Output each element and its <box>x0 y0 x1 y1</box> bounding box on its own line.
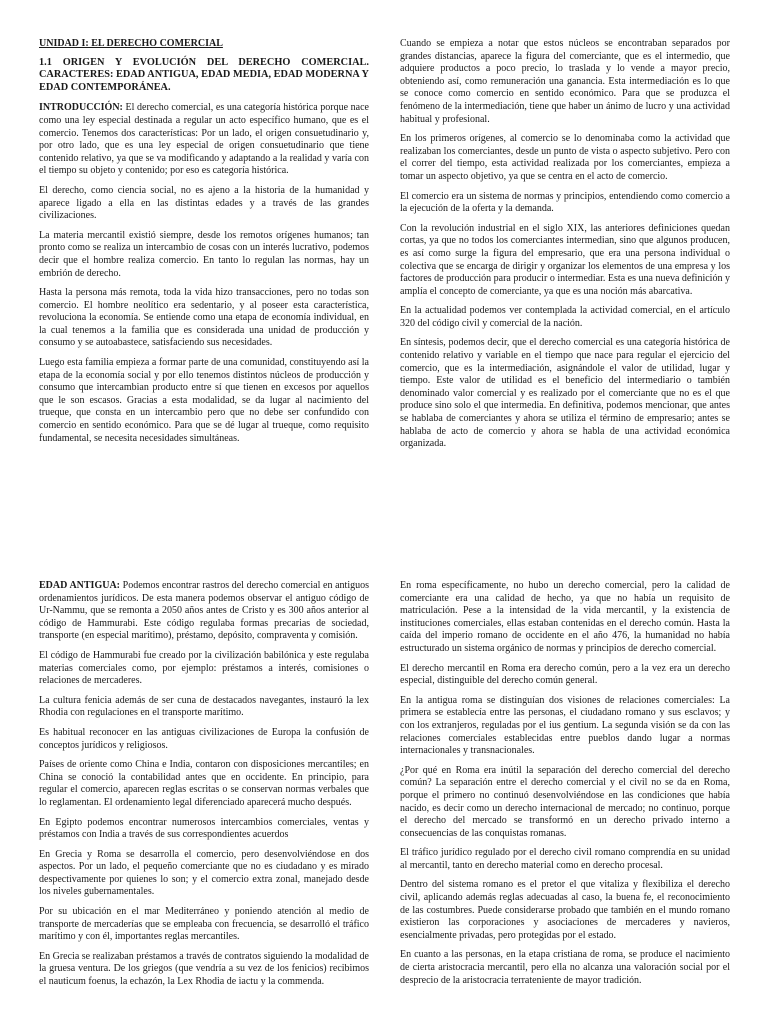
paragraph: El tráfico jurídico regulado por el derecho civil romano comprendía en su unidad al mercantil, tanto en derecho material como en derecho procesal. <box>400 847 730 871</box>
paragraph: En roma específicamente, no hubo un derecho comercial, pero la calidad de comerciante era una calidad de hecho, ya que no había un requisito de matriculación. Pese a la intensidad de la vida mercantil, y la existencia de instituciones comerciales, ellas estaban contenidas en el derecho común. Hasta la caída del imperio romano de occidente en el año 476, la humanidad no había estructurado un sistema orgánico de normas y principios de derecho comercial. <box>400 580 730 654</box>
paragraph: Es habitual reconocer en las antiguas civilizaciones de Europa la confusión de conceptos jurídicos y religiosos. <box>39 726 369 751</box>
paragraph: Por su ubicación en el mar Mediterráneo y poniendo atención al medio de transporte de mercaderías que se empleaba con frecuencia, se desarrolló el tráfico marítimo y con él, importantes reglas mercantiles. <box>39 906 369 943</box>
paragraph: El comercio era un sistema de normas y principios, entendiendo como comercio a la ejecución de la oferta y la demanda. <box>400 190 730 215</box>
document-page-2 <box>0 512 768 1024</box>
intro-lead: INTRODUCCIÓN: <box>39 102 123 114</box>
paragraph: En cuanto a las personas, en la etapa cristiana de roma, se produce el nacimiento de cierta aristocracia mercantil, pero ella no alcanza una valoración social por el desprecio de la aristocracia terrateniente de mayor tradición. <box>400 949 730 986</box>
edad-antigua-lead: EDAD ANTIGUA: <box>39 580 121 591</box>
paragraph: En Egipto podemos encontrar numerosos intercambios comerciales, ventas y préstamos con India a través de sus correspondientes acuerdos <box>39 816 369 841</box>
paragraph: En Grecia y Roma se desarrolla el comercio, pero desenvolviéndose en dos aspectos. Por un lado, el pequeño comerciante que no es ciudadano y es mirado despectivamente por quienes lo son; y el comercio extra zonal, manejado desde los niveles gubernamentales. <box>39 848 369 898</box>
paragraph: El derecho mercantil en Roma era derecho común, pero a la vez era un derecho especial, distinguible del derecho común general. <box>400 662 730 687</box>
paragraph: En la actualidad podemos ver contemplada la actividad comercial, en el artículo 320 del código civil y comercial de la nación. <box>400 305 730 329</box>
paragraph: En Grecia se realizaban préstamos a través de contratos siguiendo la modalidad de la gruesa ventura. De los griegos (que vendría a su vez de los fenicios) recibimos el nauticum foenus, la echazón, la Lex Rhodia de iactu y la commenda. <box>39 950 369 988</box>
paragraph: Cuando se empieza a notar que estos núcleos se encontraban separados por grandes distancias, aparece la figura del comerciante, que es el intermedio, que adquiere productos a poco precio, lo traslada y lo vende a mayor precio, obteniendo así, como remuneración una ganancia. Esta intermediación es lo que se conoce como comercio en sentido económico. Para que se produzca el fenómeno de la intermediación, tiene que haber un ánimo de lucro y una actividad habitual y profesional. <box>400 38 730 125</box>
paragraph: Hasta la persona más remota, toda la vida hizo transacciones, pero no todas son comercio. El hombre neolítico era sedentario, y al poseer esta característica, revoluciona la economía. Se entiende como una etapa de economía individual, en la cual tenemos a la familia que es considerada una unidad de producción y consumo y se autoabastece, satisfaciendo sus necesidades. <box>39 287 369 349</box>
paragraph: Luego esta familia empieza a formar parte de una comunidad, constituyendo así la etapa de la economía social y por ello tenemos distintos núcleos de producción y consumo que intercambian producto entre sí que tienen en excesos por aquellos que le son escasos. Gracias a esta modalidad, se da lugar al nacimiento del trueque, que consta en un intercambio pero que no debe ser confundido con comercio en sentido económico. Para que se dé lugar al trueque, como requisito fundamental, se necesita necesidades simultáneas. <box>39 357 369 444</box>
paragraph: El derecho, como ciencia social, no es ajeno a la historia de la humanidad y aparece ligado a ella en las distintas edades y a través de las grandes civilizaciones. <box>39 184 369 222</box>
page2-left-column <box>39 580 369 996</box>
paragraph: En síntesis, podemos decir, que el derecho comercial es una categoría histórica de contenido relativo y variable en el tiempo que nace para regular el ejercicio del comercio, que es la intermediación, asignándole el valor de utilidad, lugar y tiempo. Este valor de utilidad es el beneficio del intermediario o también denominado valor comercial y es realizado por el comerciante que no es el que produce sino solo el que intermedia. En definitiva, podemos mencionar, que antes se hablaba de comerciantes y ahora se utiliza el término de empresario; antes se hablaba de acto de comercio y ahora se habla de una actividad económica organizada. <box>400 337 730 450</box>
edad-antigua-paragraph <box>39 580 369 643</box>
intro-paragraph <box>39 102 369 178</box>
paragraph: Con la revolución industrial en el siglo XIX, las anteriores definiciones quedan cortas, ya que no todos los comerciantes intermedian, sino que algunos producen, es así como surge la figura del empresario, que era una persona individual o colectiva que se encarga de dirigir y organizar los elementos de una empresa y los factores de producción para producir o intermediar. Esta es una nueva definición y amplía el concepto de comerciante, ya que es una noción más abarcativa. <box>400 222 730 297</box>
paragraph: En la antigua roma se distinguían dos visiones de relaciones comerciales: La primera se establecía entre las personas, el ciudadano romano y sus esclavos; y con los extranjeros, reguladas por el ius gentium. La segunda visión se da con las relaciones comerciales establecidas entre pueblos dando lugar a normas internacionales y transnacionales. <box>400 694 730 757</box>
page1-left-column <box>39 38 369 452</box>
paragraph: Países de oriente como China e India, contaron con disposiciones mercantiles; en China se conoció la contabilidad antes que en occidente. En principio, para regular el comercio, aparecen reglas escritas o se conservan normas verbales que lo reglamentan. El ordenamiento legal diferenciado aparecerá mucho después. <box>39 759 369 808</box>
section-title: 1.1 ORIGEN Y EVOLUCIÓN DEL DERECHO COMERCIAL. CARACTERES: EDAD ANTIGUA, EDAD MEDIA, EDAD MODERNA Y EDAD CONTEMPORÁNEA. <box>39 56 369 93</box>
intro-text: El derecho comercial, es una categoría histórica porque nace como una ley especial destinada a regular un acto específico humano, que es el comercio. Tenemos dos características: Por un lado, el origen consuetudinario y, por otro lado, que es una ley especial de origen consuetudinario que tiene contenido relativo, ya que se va modificando y adaptando a la realidad y varía con el tiempo su objeto y contenido; por eso es categoría histórica. <box>39 102 369 177</box>
page2-right-column <box>400 580 730 994</box>
paragraph: La materia mercantil existió siempre, desde los remotos orígenes humanos; tan pronto como se realiza un intercambio de cosas con un interés lucrativo, podemos decir que el hombre realiza comercio. En tanto lo regulan las normas, hay un embrión de derecho. <box>39 229 369 279</box>
unit-title: UNIDAD I: EL DERECHO COMERCIAL <box>39 38 223 49</box>
paragraph: En los primeros orígenes, al comercio se lo denominaba como la actividad que realizaban los comerciantes, desde un punto de vista o aspecto subjetivo. Pero con el correr del tiempo, esta actividad realizada por los comerciantes, empieza a tomar un aspecto objetivo, ya que se centra en el acto de comercio. <box>400 133 730 182</box>
page1-right-column <box>400 38 730 458</box>
edad-antigua-text: Podemos encontrar rastros del derecho comercial en antiguos ordenamientos jurídicos. De esta manera podemos observar el antiguo código de Ur-Nammu, que se remonta a 2050 años antes de Cristo y es 300 años anterior al código de Hammurabi. Este código regulaba formas precarias de sociedad, transporte (en especial marítimo), préstamo, depósito, compraventa y comisión. <box>39 580 369 642</box>
paragraph: Dentro del sistema romano es el pretor el que vitaliza y flexibiliza el derecho civil, aplicando además reglas adecuadas al caso, la buena fe, el reconocimiento de las costumbres. Puede considerarse probado que también en el mundo romano existieron las corporaciones y asociaciones de mercaderes y navieros, esencialmente privadas, pero protegidas por el estado. <box>400 879 730 941</box>
paragraph: ¿Por qué en Roma era inútil la separación del derecho comercial del derecho común? La separación entre el derecho comercial y el civil no se da en Roma, porque el primero no continuó desenvolviéndose en las condiciones que había nacido, es decir como un derecho internacional de mercado; no continuo, porque el derecho del mercado se transformó en un derecho privado interno a consecuencias de las conquistas romanas. <box>400 764 730 839</box>
paragraph: El código de Hammurabi fue creado por la civilización babilónica y este regulaba materias comerciales como, por ejemplo: préstamos a interés, comisiones o relaciones de mercaderes. <box>39 649 369 687</box>
paragraph: La cultura fenicia además de ser cuna de destacados navegantes, instauró la lex Rhodia con regulaciones en el transporte marítimo. <box>39 694 369 719</box>
